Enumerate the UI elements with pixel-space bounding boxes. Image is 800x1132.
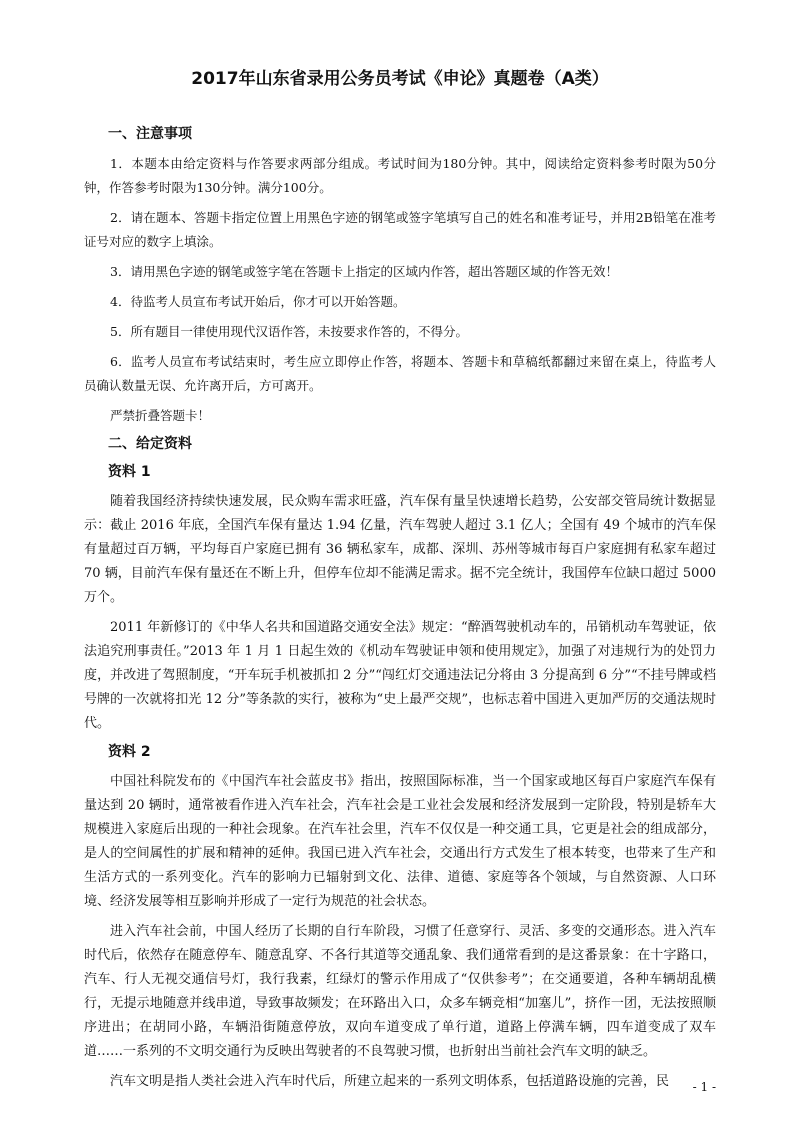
notice-warning: 严禁折叠答题卡！ [110,408,211,423]
section-heading-notes: 一、注意事项 [108,126,192,142]
notice-item-3: 3．请用黑色字迹的钢笔或签字笔在答题卡上指定的区域内作答，超出答题区域的作答无效！ [110,264,618,279]
material-2-paragraph: 进入汽车社会前，中国人经历了长期的自行车阶段，习惯了任意穿行、灵活、多变的交通形态。进入汽车时代后，依然存在随意停车、随意乱穿、不各行其道等交通乱象、我们通常看到的是这番景象：在十字路口，汽车、行人无视交通信号灯，我行我素，红绿灯的警示作用成了“仅供参考”；在交通要道，各种车辆胡乱横行，无提示地随意并线串道，导致事故频发；在环路出入口，众多车辆竞相“加塞儿”，挤作一团，无法按照顺序进出；在胡同小路，车辆沿街随意停放，双向车道变成了单行道，道路上停满车辆，四车道变成了双车道……一系列的不文明交通行为反映出驾驶者的不良驾驶习惯，也折射出当前社会汽车文明的缺乏。 [84,924,716,1059]
material-2-heading: 资料 2 [108,744,151,760]
material-2-paragraph: 中国社科院发布的《中国汽车社会蓝皮书》指出，按照国际标准，当一个国家或地区每百户家庭汽车保有量达到 20 辆时，通常被看作进入汽车社会，汽车社会是工业社会发展和经济发展到一定阶段，特别是轿车大规模进入家庭后出现的一种社会现象。在汽车社会里，汽车不仅仅是一种交通工具，它更是社会的组成部分，是人的空间属性的扩展和精神的延伸。我国已进入汽车社会，交通出行方式发生了根本转变，也带来了生产和生活方式的一系列变化。汽车的影响力已辐射到文化、法律、道德、家庭等各个领域，与自然资源、人口环境、经济发展等相互影响并形成了一定行为规范的社会状态。 [84,774,716,909]
notice-item-4: 4．待监考人员宣布考试开始后，你才可以开始答题。 [110,294,406,309]
notice-item-6: 6．监考人员宣布考试结束时，考生应立即停止作答，将题本、答题卡和草稿纸都翻过来留在桌上，待监考人员确认数量无误、允许离开后，方可离开。 [84,354,716,393]
notice-item-5: 5．所有题目一律使用现代汉语作答，未按要求作答的，不得分。 [110,324,468,339]
material-1-paragraph: 2011 年新修订的《中华人名共和国道路交通安全法》规定：“醉酒驾驶机动车的，吊销机动车驾驶证，依法追究刑事责任。”2013 年 1 月 1 日起生效的《机动车驾驶证申领和使用规定》，加强了对违规行为的处罚力度，并改进了驾照制度，“开车玩手机被抓扣 2 分”“闯红灯交通违法记分将由 3 分提高到 6 分”“不挂号牌或档号牌的一次就将扣光 12 分”等条款的实行，被称为“史上最严交规”，也标志着中国进入更加严厉的交通法规时代。 [84,620,716,731]
material-1-heading: 资料 1 [108,464,151,480]
document-title: 2017年山东省录用公务员考试《申论》真题卷（A类） [191,69,609,89]
notice-item-1: 1．本题本由给定资料与作答要求两部分组成。考试时间为180分钟。其中，阅读给定资料参考时限为50分钟，作答参考时限为130分钟。满分100分。 [84,156,716,195]
material-2-paragraph: 汽车文明是指人类社会进入汽车时代后，所建立起来的一系列文明体系，包括道路设施的完善，民 [110,1074,670,1089]
page-number: - 1 - [692,1080,716,1094]
section-heading-materials: 二、给定资料 [108,436,192,452]
notice-item-2: 2．请在题本、答题卡指定位置上用黑色字迹的钢笔或签字笔填写自己的姓名和准考证号，并用2B铅笔在准考证号对应的数字上填涂。 [84,210,716,249]
document-body [84,124,716,1100]
material-1-paragraph: 随着我国经济持续快速发展，民众购车需求旺盛，汽车保有量呈快速增长趋势，公安部交管局统计数据显示：截止 2016 年底，全国汽车保有量达 1.94 亿量，汽车驾驶人超过 3.1 亿人；全国有 49 个城市的汽车保有量超过百万辆，平均每百户家庭已拥有 36 辆私家车，成都、深圳、苏州等城市每百户家庭拥有私家车超过 70 辆，目前汽车保有量还在不断上升，但停车位却不能满足需求。据不完全统计，我国停车位缺口超过 5000 万个。 [84,494,716,605]
